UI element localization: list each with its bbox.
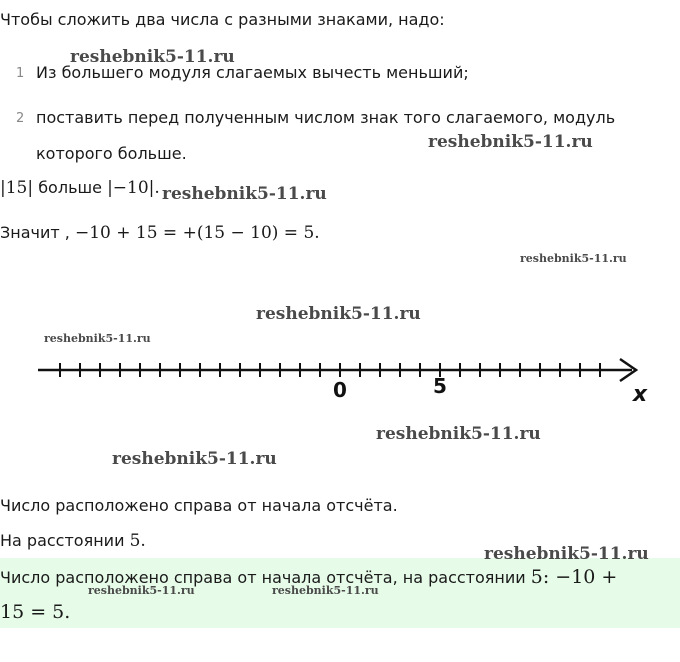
watermark: reshebnik5-11.ru [272, 584, 379, 597]
conclusion-line2 [0, 531, 146, 551]
step-2-number: 2 [16, 111, 25, 126]
abs-minus-ten: |−10|. [107, 178, 160, 198]
watermark: reshebnik5-11.ru [256, 304, 421, 324]
step-2-text-line2: которого больше. [36, 144, 187, 163]
step-1-text: Из большего модуля слагаемых вычесть меньший; [36, 63, 469, 82]
zero-label: 0 [333, 378, 347, 402]
watermark: reshebnik5-11.ru [428, 132, 593, 152]
so-expression: −10 + 15 = +(15 − 10) = 5. [74, 223, 320, 243]
five-label: 5 [433, 374, 447, 398]
answer-expression-part1: 5: −10 + [530, 566, 618, 588]
step-2-text-line1: поставить перед полученным числом знак того слагаемого, модуль [36, 108, 616, 127]
so-line [0, 223, 320, 243]
so-label: Значит , [0, 223, 70, 242]
watermark: reshebnik5-11.ru [112, 449, 277, 469]
watermark: reshebnik5-11.ru [484, 544, 649, 564]
conclusion-line1: Число расположено справа от начала отсчёта. [0, 496, 398, 515]
axis-x-label: x [632, 382, 648, 407]
number-line [0, 340, 680, 410]
watermark: reshebnik5-11.ru [162, 184, 327, 204]
comparison [0, 178, 160, 198]
abs-fifteen: |15| [0, 178, 34, 198]
watermark: reshebnik5-11.ru [70, 47, 235, 67]
comparison-word: больше [38, 178, 102, 197]
conclusion-value: 5. [129, 531, 146, 551]
watermark: reshebnik5-11.ru [44, 332, 151, 345]
watermark: reshebnik5-11.ru [520, 252, 627, 265]
step-1-number: 1 [16, 66, 25, 81]
conclusion-prefix: На расстоянии [0, 531, 125, 550]
watermark: reshebnik5-11.ru [376, 424, 541, 444]
answer-text: Число расположено справа от начала отсчёта, на расстоянии [0, 568, 526, 587]
answer-expression-part2: 15 = 5. [0, 601, 71, 623]
rule-intro: Чтобы сложить два числа с разными знаками, надо: [0, 10, 445, 29]
watermark: reshebnik5-11.ru [88, 584, 195, 597]
